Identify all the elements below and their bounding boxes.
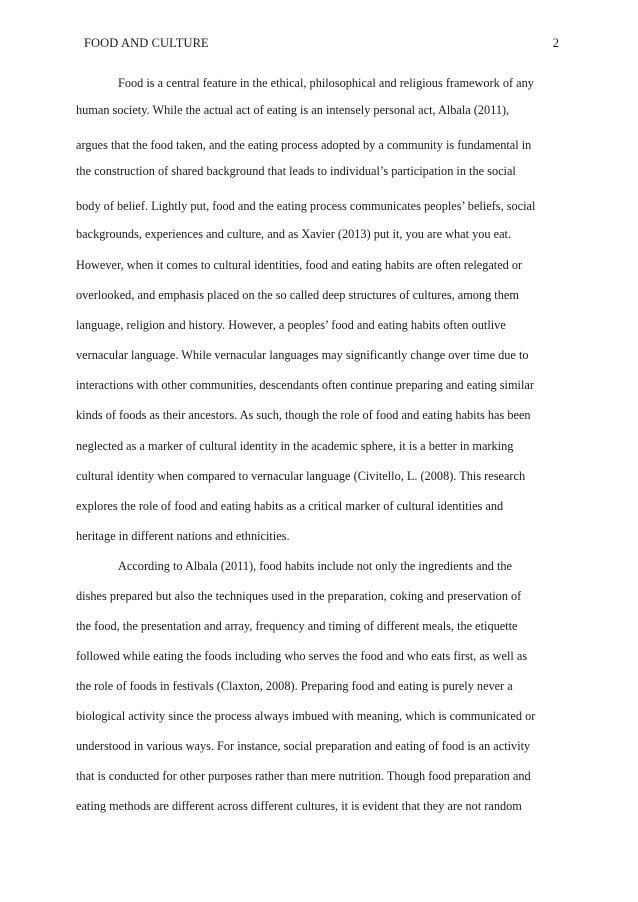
paragraph-2-line: the food, the presentation and array, frequency and timing of different meals, the etiquette [76, 619, 518, 633]
paragraph-1-line: interactions with other communities, descendants often continue preparing and eating similar [76, 378, 534, 392]
paragraph-1-line: Food is a central feature in the ethical, philosophical and religious framework of any [118, 76, 534, 90]
paragraph-1-line: the construction of shared background that leads to individual’s participation in the social [76, 164, 516, 178]
paragraph-1-line: neglected as a marker of cultural identity in the academic sphere, it is a better in marking [76, 439, 514, 453]
paragraph-2-line: the role of foods in festivals (Claxton, 2008). Preparing food and eating is purely never a [76, 679, 513, 693]
paragraph-1-line: vernacular language. While vernacular languages may significantly change over time due to [76, 348, 529, 362]
paragraph-1-line: kinds of foods as their ancestors. As such, though the role of food and eating habits has been [76, 408, 531, 422]
paragraph-1-line: However, when it comes to cultural identities, food and eating habits are often relegated or [76, 258, 523, 272]
paragraph-1-line: human society. While the actual act of eating is an intensely personal act, Albala (2011), [76, 103, 510, 117]
running-head: FOOD AND CULTURE [84, 36, 209, 50]
paragraph-1-line: cultural identity when compared to vernacular language (Civitello, L. (2008). This research [76, 469, 526, 483]
paragraph-1-line: language, religion and history. However, a peoples’ food and eating habits often outlive [76, 318, 506, 332]
paragraph-2-line: eating methods are different across different cultures, it is evident that they are not random [76, 799, 522, 813]
paragraph-1-line: argues that the food taken, and the eating process adopted by a community is fundamental in [76, 138, 532, 152]
paragraph-2-line: followed while eating the foods including who serves the food and who eats first, as well as [76, 649, 528, 663]
paragraph-2-line: understood in various ways. For instance, social preparation and eating of food is an activity [76, 739, 531, 753]
paragraph-1-line: overlooked, and emphasis placed on the so called deep structures of cultures, among them [76, 288, 519, 302]
paragraph-2-line: that is conducted for other purposes rather than mere nutrition. Though food preparation and [76, 769, 531, 783]
page-number: 2 [552, 36, 559, 50]
paragraph-1-line: explores the role of food and eating habits as a critical marker of cultural identities and [76, 499, 504, 513]
paragraph-1-line: heritage in different nations and ethnicities. [76, 529, 290, 543]
paragraph-1-line: backgrounds, experiences and culture, and as Xavier (2013) put it, you are what you eat. [76, 227, 512, 241]
paragraph-1-line: body of belief. Lightly put, food and the eating process communicates peoples’ beliefs, social [76, 199, 536, 213]
paragraph-2-line: According to Albala (2011), food habits include not only the ingredients and the [118, 559, 512, 573]
paragraph-2-line: biological activity since the process always imbued with meaning, which is communicated or [76, 709, 536, 723]
paragraph-2-line: dishes prepared but also the techniques used in the preparation, coking and preservation of [76, 589, 522, 603]
